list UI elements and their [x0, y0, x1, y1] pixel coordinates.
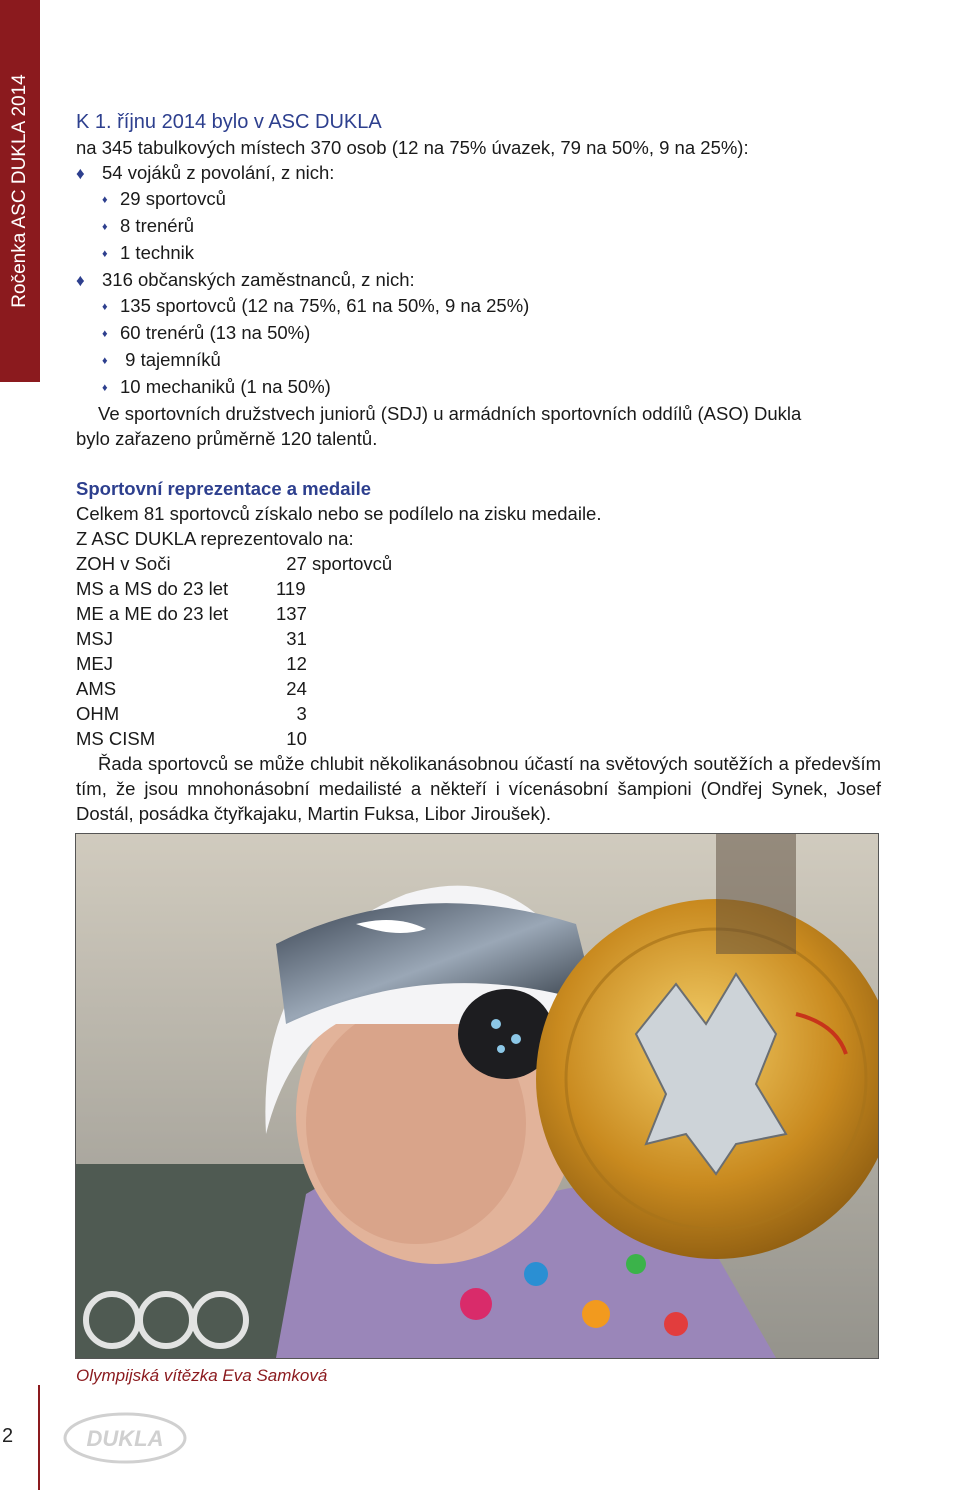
list-item: ♦ 10 mechaniků (1 na 50%): [76, 374, 881, 401]
diamond-bullet-icon: ♦: [102, 221, 108, 233]
sdj-line: Ve sportovních družstvech juniorů (SDJ) u armádních sportovních oddílů (ASO) Dukla: [98, 403, 802, 424]
table-row: AMS 24: [76, 678, 307, 699]
list-item: ♦ 316 občanských zaměstnanců, z nich:: [76, 267, 881, 293]
photo-caption: Olympijská vítězka Eva Samková: [76, 1366, 328, 1385]
logo-text: DUKLA: [86, 1426, 164, 1451]
list-item: ♦ 8 trenérů: [76, 213, 881, 240]
list-item: ♦ 54 vojáků z povolání, z nich:: [76, 160, 881, 186]
section-line: Z ASC DUKLA reprezentovalo na:: [76, 528, 354, 549]
diamond-bullet-icon: ♦: [76, 164, 85, 183]
photo-illustration: [76, 834, 878, 1358]
list-item: ♦ 29 sportovců: [76, 186, 881, 213]
list-item: ♦ 135 sportovců (12 na 75%, 61 na 50%, 9 na 25%): [76, 293, 881, 320]
main-content: [76, 110, 881, 826]
diamond-bullet-icon: ♦: [102, 328, 108, 340]
diamond-bullet-icon: ♦: [102, 382, 108, 394]
table-row: OHM 3: [76, 703, 307, 724]
diamond-bullet-icon: ♦: [102, 248, 108, 260]
intro-heading: K 1. říjnu 2014 bylo v ASC DUKLA: [76, 111, 382, 133]
page-number: 2: [2, 1425, 14, 1447]
diamond-bullet-icon: ♦: [102, 355, 108, 367]
list-item: ♦ 9 tajemníků: [76, 347, 881, 374]
sdj-line: bylo zařazeno průměrně 120 talentů.: [76, 428, 378, 449]
list-item: ♦ 60 trenérů (13 na 50%): [76, 320, 881, 347]
diamond-bullet-icon: ♦: [76, 271, 85, 290]
table-row: MS CISM 10: [76, 728, 307, 749]
table-row: MEJ 12: [76, 653, 307, 674]
table-row: ME a ME do 23 let 137: [76, 603, 307, 624]
athlete-photo: [75, 833, 879, 1359]
table-row: MS a MS do 23 let 119: [76, 578, 306, 599]
footer-divider: [38, 1385, 40, 1490]
section-line: Celkem 81 sportovců získalo nebo se podílelo na zisku medaile.: [76, 503, 602, 524]
section-heading: Sportovní reprezentace a medaile: [76, 478, 372, 499]
diamond-bullet-icon: ♦: [102, 194, 108, 206]
sidebar-band: [0, 0, 40, 382]
list-item: ♦ 1 technik: [76, 240, 881, 267]
closing-paragraph: Řada sportovců se může chlubit několikanásobnou účastí na světových soutěžích a především tím, že jsou mnohonásobní medailisté a někteří i vícenásobní šampioni (Ondřej Synek, Josef Dostál, posádka čtyřkajaku, Martin Fuksa, Libor Jiroušek).: [76, 753, 881, 824]
table-row: ZOH v Soči 27 sportovců: [76, 553, 393, 574]
diamond-bullet-icon: ♦: [102, 301, 108, 313]
intro-line: na 345 tabulkových místech 370 osob (12 na 75% úvazek, 79 na 50%, 9 na 25%):: [76, 137, 749, 158]
table-row: MSJ 31: [76, 628, 307, 649]
yearbook-title: Ročenka ASC DUKLA 2014: [9, 74, 30, 308]
dukla-logo: [60, 1408, 190, 1473]
